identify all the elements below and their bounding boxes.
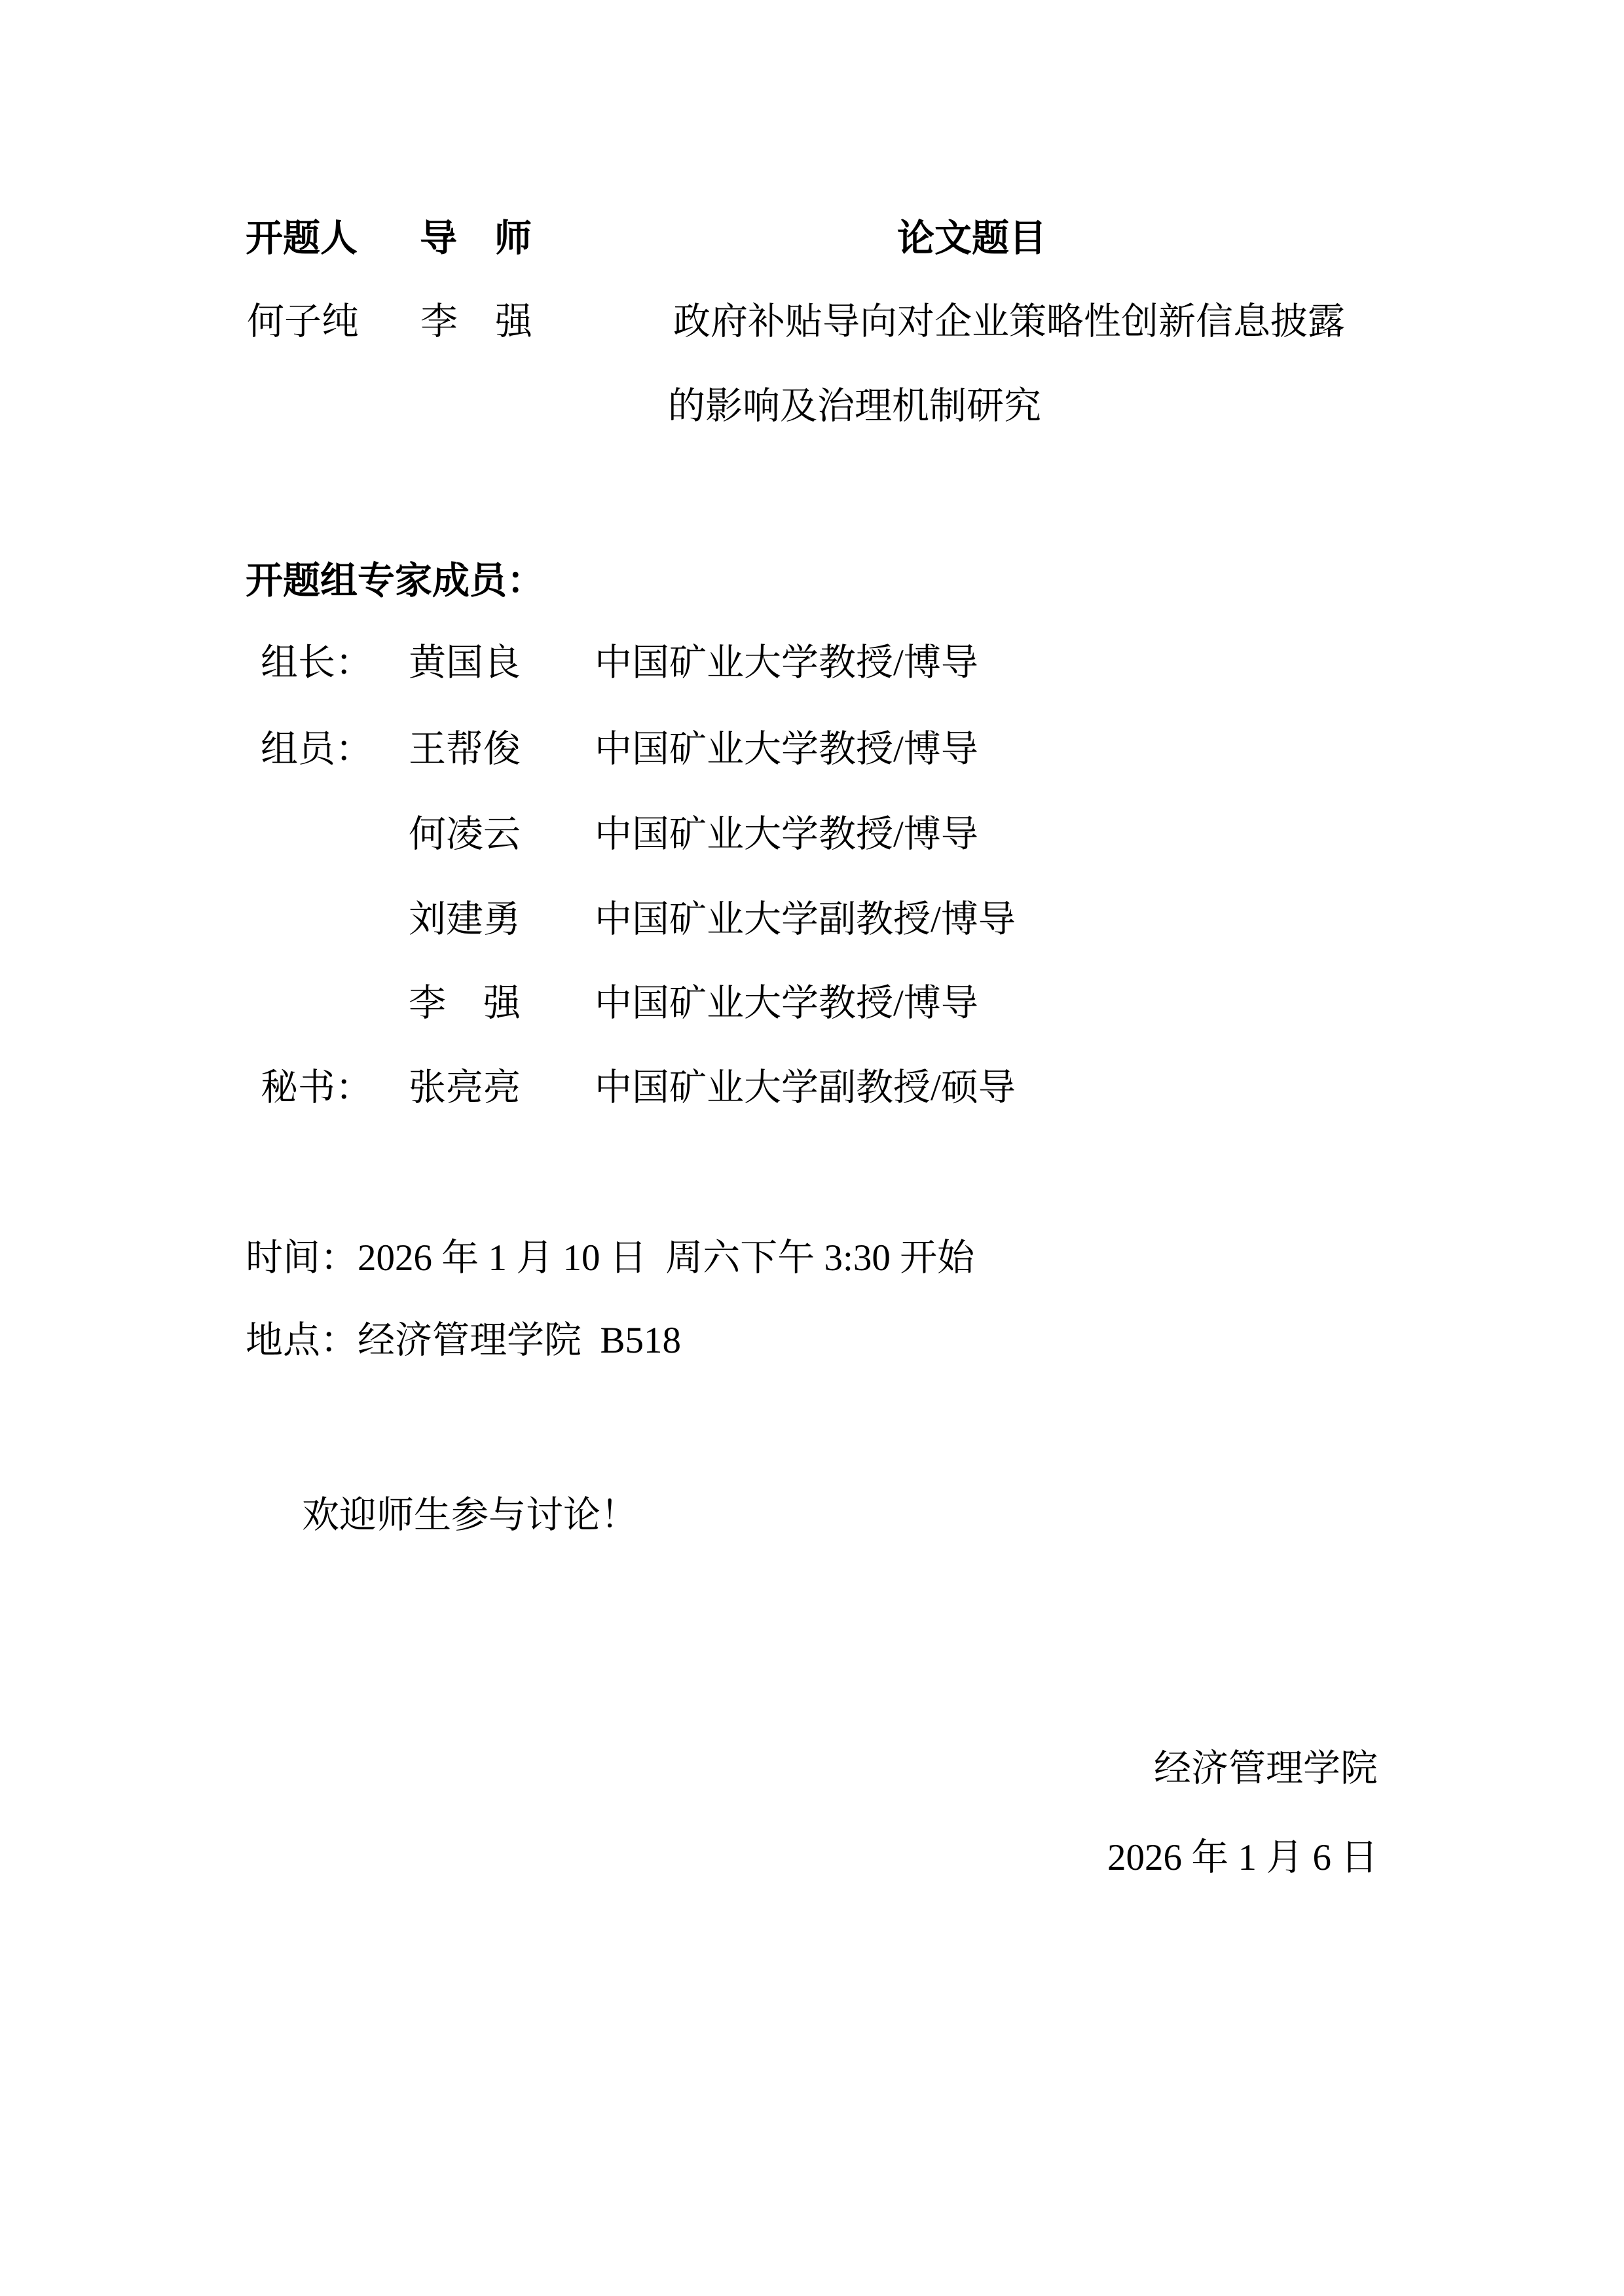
thesis-title-column-header: 论文题目 (897, 218, 1046, 259)
member-affiliation: 中国矿业大学教授/博导 (595, 729, 978, 770)
member-affiliation: 中国矿业大学教授/博导 (595, 814, 978, 855)
member-role: 秘书： (261, 1067, 373, 1108)
proposer-column-header: 开题人 (246, 218, 358, 259)
member-affiliation: 中国矿业大学副教授/博导 (595, 899, 1016, 940)
advisor-name: 李 强 (420, 301, 532, 342)
meeting-time: 时间：2026 年 1 月 10 日 周六下午 3:30 开始 (246, 1237, 975, 1279)
thesis-title-line1: 政府补贴导向对企业策略性创新信息披露 (673, 301, 1345, 342)
meeting-location: 地点：经济管理学院 B518 (246, 1320, 682, 1361)
member-name: 张亮亮 (409, 1067, 521, 1108)
member-name: 何凌云 (409, 814, 521, 855)
member-affiliation: 中国矿业大学教授/博导 (595, 983, 978, 1024)
member-role: 组长： (261, 642, 373, 683)
member-affiliation: 中国矿业大学教授/博导 (595, 642, 978, 683)
member-name: 王帮俊 (409, 729, 521, 770)
invitation-line: 欢迎师生参与讨论！ (302, 1495, 638, 1536)
signature-date: 2026 年 1 月 6 日 (1107, 1837, 1378, 1878)
thesis-title-line2: 的影响及治理机制研究 (668, 386, 1041, 427)
committee-heading: 开题组专家成员： (246, 560, 544, 602)
member-affiliation: 中国矿业大学副教授/硕导 (595, 1067, 1016, 1108)
signature-organization: 经济管理学院 (1154, 1748, 1378, 1789)
member-role: 组员： (261, 729, 373, 770)
proposer-name: 何子纯 (247, 301, 359, 342)
advisor-column-header: 导 师 (420, 218, 532, 259)
member-name: 黄国良 (409, 642, 521, 683)
member-name: 李 强 (409, 983, 521, 1024)
member-name: 刘建勇 (409, 899, 521, 940)
